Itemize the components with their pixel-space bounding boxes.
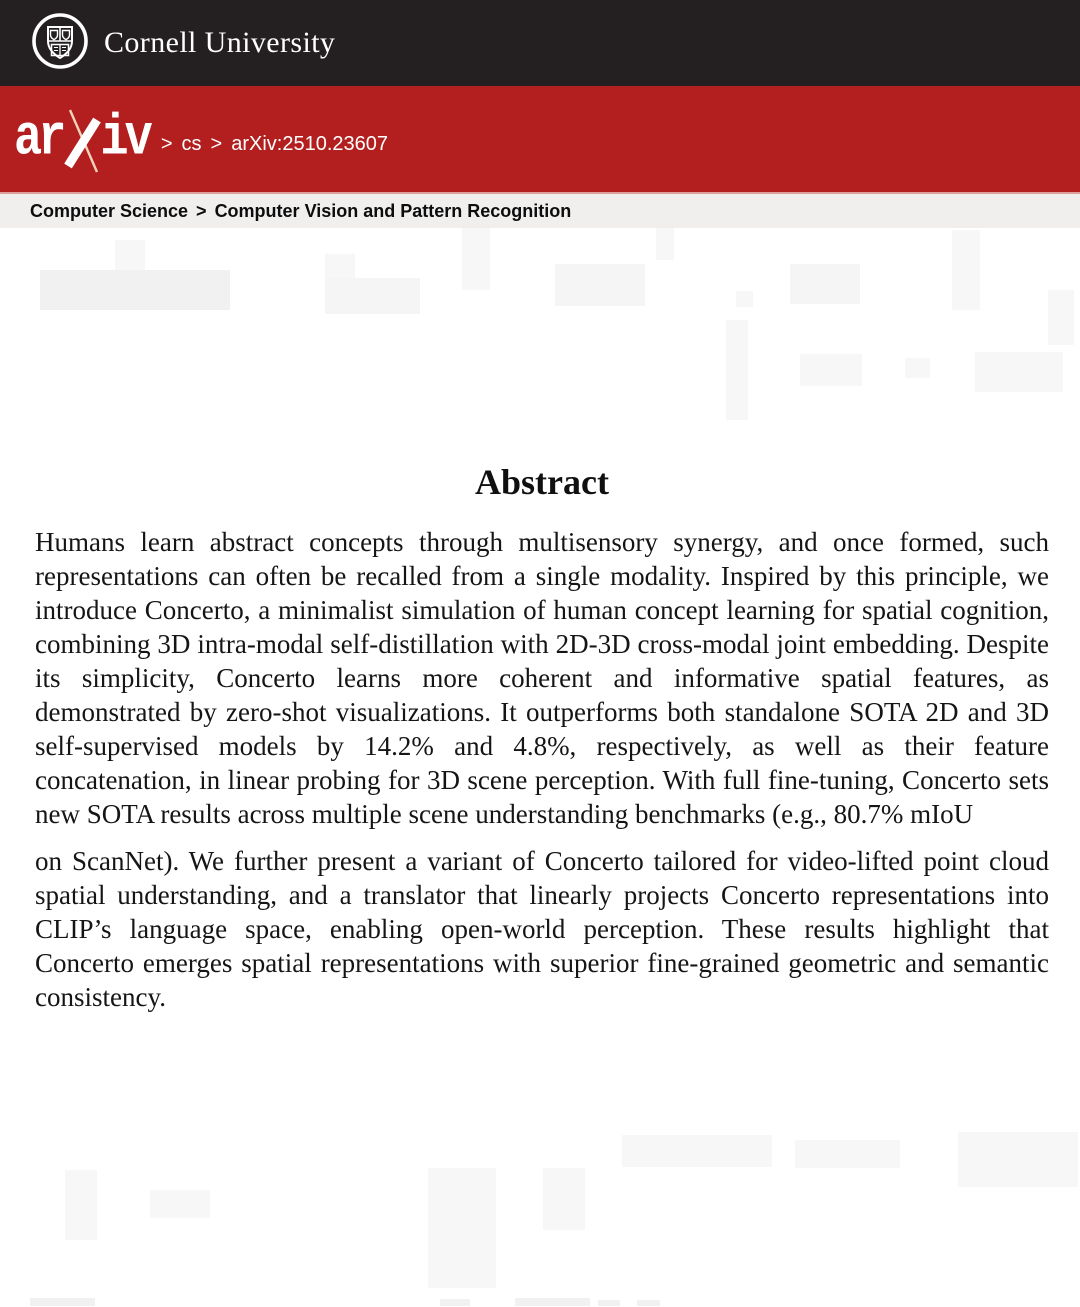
cornell-wordmark[interactable]: Cornell University [104,26,336,59]
abstract-paragraph: Humans learn abstract concepts through multisensory synergy, and once formed, such representations can often be recalled from a single modality. Inspired by this principle, we introduce Concerto, a minimalist simulation of human concept learning for spatial cognition, combining 3D intra-modal self-distillation with 2D-3D cross-modal joint embedding. Despite its simplicity, Concerto learns more coherent and informative spatial features, as demonstrated by zero-shot visualizations. It outperforms both standalone SOTA 2D and 3D self-supervised models by 14.2% and 4.8%, respectively, as well as their feature concatenation, in linear probing for 3D scene perception. With full fine-tuning, Concerto sets new SOTA results across multiple scene understanding benchmarks (e.g., 80.7% mIoU [35,527,1049,829]
abstract-heading: Abstract [475,462,609,502]
faded-artifact [726,320,748,420]
faded-artifact [958,1132,1078,1187]
breadcrumb-separator: > [210,132,223,155]
faded-artifact [30,1298,95,1306]
faded-artifact [905,358,930,378]
breadcrumb-separator: > [160,132,173,155]
faded-artifact [543,1168,585,1230]
faded-artifact [515,1298,590,1306]
faded-artifact [790,264,860,304]
breadcrumb-paper-id-link[interactable]: arXiv:2510.23607 [231,132,389,155]
abstract-section [35,461,1049,1014]
subject-category: Computer Science [30,200,189,221]
faded-artifact [40,270,230,310]
arxiv-logo[interactable] [14,102,149,176]
subject-separator: > [196,200,207,221]
faded-artifact [795,1140,900,1168]
subject-bar [0,192,1080,228]
arxiv-banner [0,86,1080,192]
faded-artifact [65,1170,97,1240]
faded-artifact [637,1300,660,1306]
faded-artifact [975,352,1063,392]
subject-subcategory: Computer Vision and Pattern Recognition [214,200,572,221]
faded-artifact [952,230,980,310]
arxiv-chi-icon [61,104,103,178]
breadcrumb [161,133,388,156]
faded-artifact [462,228,490,290]
faded-artifact [736,291,753,307]
page-content [0,228,1080,1305]
faded-artifact [150,1190,210,1218]
arxiv-logo-prefix: ar [14,106,63,172]
faded-artifact [1048,290,1074,345]
faded-artifact [656,228,674,260]
faded-artifact [325,278,420,314]
faded-artifact [598,1300,620,1306]
cornell-header-bar [0,0,1080,86]
breadcrumb-archive-link[interactable]: cs [181,132,202,155]
faded-artifact [440,1299,470,1306]
faded-artifact [800,354,862,386]
faded-artifact [428,1168,496,1288]
cornell-seal-icon[interactable] [31,12,89,75]
abstract-paragraph: on ScanNet). We further present a variant of Concerto tailored for video-lifted point cloud spatial understanding, and a translator that linearly projects Concerto representations into CLIP’s language space, enabling open-world perception. These results highlight that Concerto emerges spatial representations with superior fine-grained geometric and semantic consistency. [35,846,1049,1012]
arxiv-logo-suffix: iv [100,106,149,172]
faded-artifact [555,264,645,306]
faded-artifact [622,1135,772,1167]
